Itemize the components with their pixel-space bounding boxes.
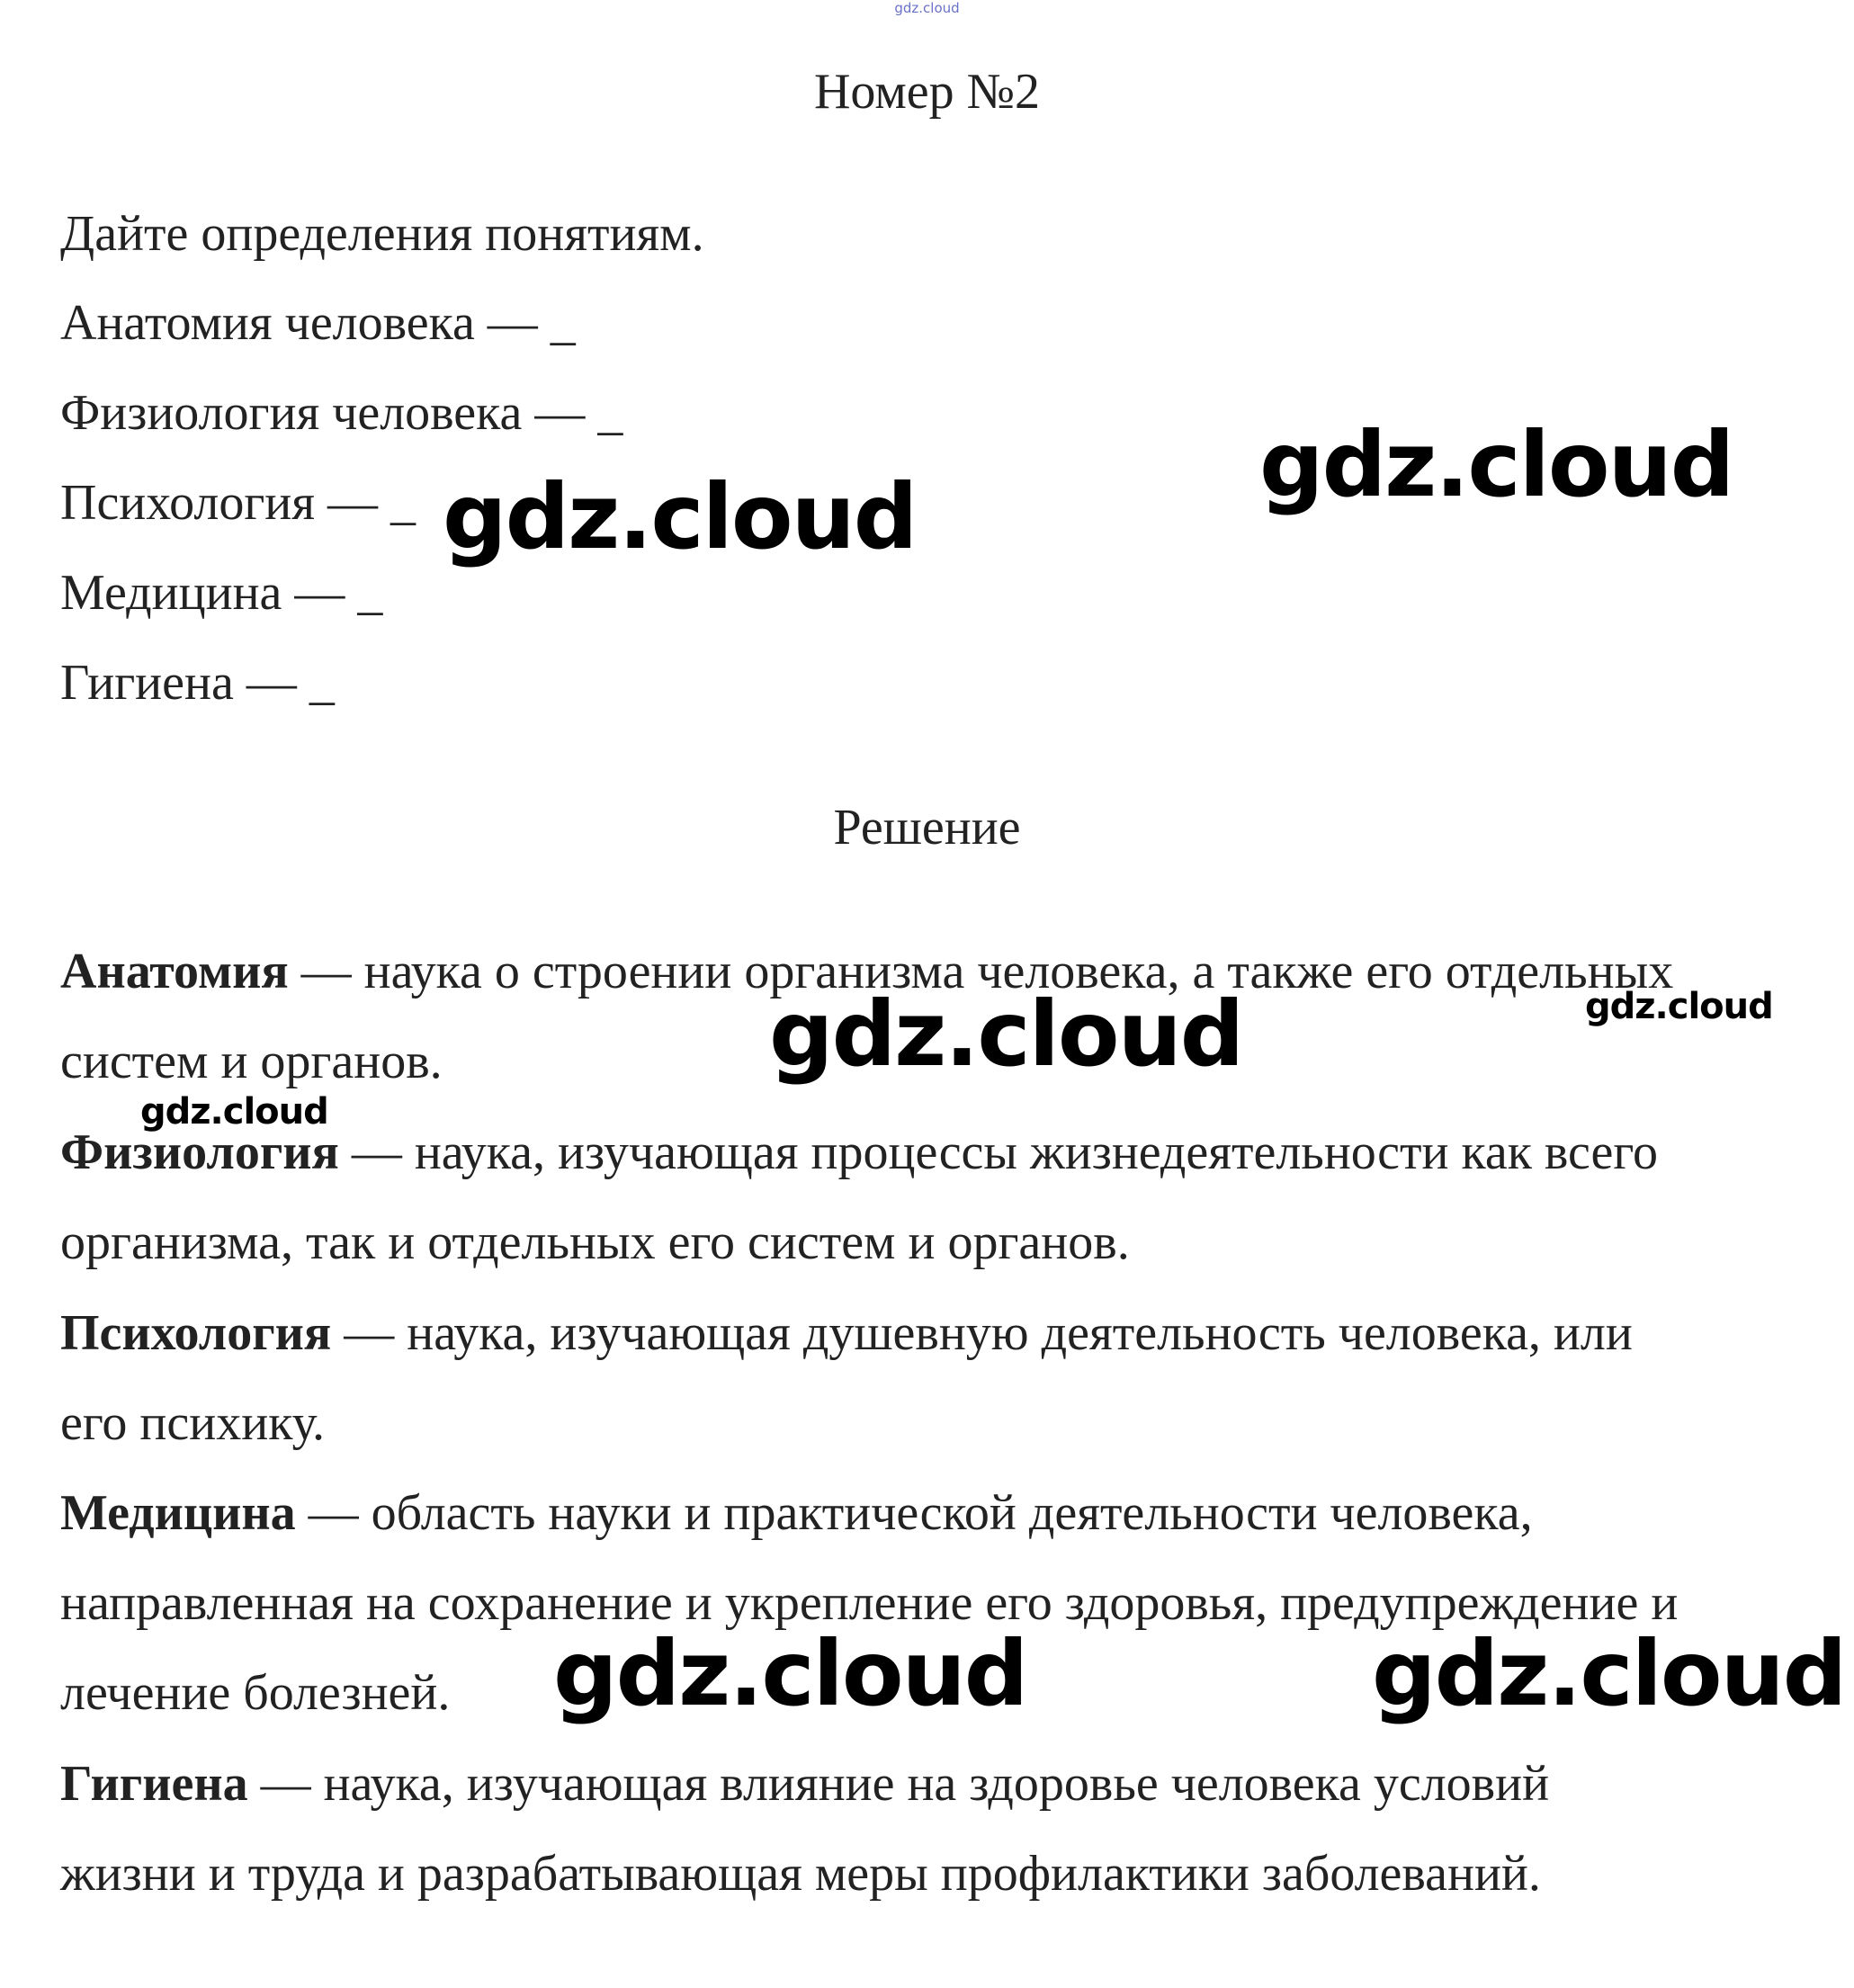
watermark: gdz.cloud xyxy=(443,464,917,569)
watermark: gdz.cloud xyxy=(1259,412,1733,517)
page-title: Номер №2 xyxy=(813,64,1041,120)
definition-text: — наука, изучающая процессы жизнедеятельности как всего xyxy=(338,1124,1658,1180)
definition-text: — наука, изучающая влияние на здоровье человека условий xyxy=(247,1756,1550,1812)
task-item-hygiene: Гигиена — _ xyxy=(60,655,335,711)
solution-heading: Решение xyxy=(833,800,1021,855)
definition-term: Гигиена xyxy=(60,1756,248,1812)
definition-medicine-cont2: лечение болезней. xyxy=(60,1665,451,1721)
definition-physiology-cont: организма, так и отдельных его систем и органов. xyxy=(60,1214,1130,1270)
definition-text: — наука о строении организма человека, а также его отдельных xyxy=(288,944,1674,999)
definition-anatomy-cont: систем и органов. xyxy=(60,1034,443,1089)
definition-text: — наука, изучающая душевную деятельность человека, или xyxy=(331,1305,1633,1361)
watermark: gdz.cloud xyxy=(769,981,1243,1087)
task-item-medicine: Медицина — _ xyxy=(60,565,383,621)
definition-term: Психология xyxy=(60,1305,332,1361)
definition-psychology xyxy=(60,1304,1633,1362)
watermark: gdz.cloud xyxy=(1585,986,1773,1027)
definition-psychology-cont: его психику. xyxy=(60,1395,325,1451)
definition-medicine-cont: направленная на сохранение и укрепление его здоровья, предупреждение и xyxy=(60,1575,1679,1631)
definition-term: Физиология xyxy=(60,1124,339,1180)
watermark: gdz.cloud xyxy=(553,1621,1027,1726)
definition-term: Анатомия xyxy=(60,944,289,999)
task-item-physiology: Физиология человека — _ xyxy=(60,385,623,441)
task-instruction: Дайте определения понятиям. xyxy=(60,206,704,262)
definition-term: Медицина xyxy=(60,1485,296,1541)
task-item-anatomy: Анатомия человека — _ xyxy=(60,295,576,351)
definition-hygiene-cont: жизни и труда и разрабатывающая меры профилактики заболеваний. xyxy=(60,1846,1541,1902)
header-watermark: gdz.cloud xyxy=(894,0,960,16)
watermark: gdz.cloud xyxy=(1372,1621,1846,1726)
watermark: gdz.cloud xyxy=(140,1091,328,1133)
definition-hygiene xyxy=(60,1755,1549,1813)
definition-text: — область науки и практической деятельности человека, xyxy=(295,1485,1533,1541)
definition-medicine xyxy=(60,1484,1533,1542)
task-item-psychology: Психология — _ xyxy=(60,475,416,531)
